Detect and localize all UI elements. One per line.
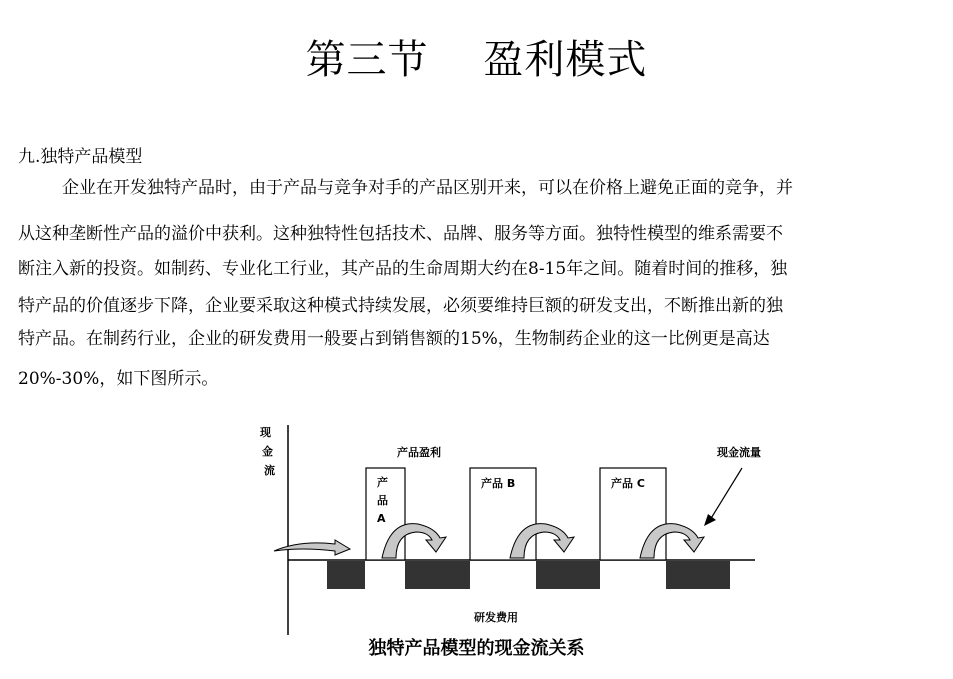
pointer-arrow	[710, 468, 742, 520]
arrow-head-icon	[704, 514, 716, 526]
y-axis-label-3: 流	[264, 464, 275, 477]
paragraph-line-1: 企业在开发独特产品时，由于产品与竞争对手的产品区别开来，可以在价格上避免正面的竞争，并	[62, 178, 793, 198]
paragraph-line-3: 断注入新的投资。如制药、专业化工行业，其产品的生命周期大约在8-15年之间。随着时间的推移，独	[18, 259, 788, 279]
page-title: 第三节 盈利模式	[305, 37, 648, 83]
paragraph-line-5: 特产品。在制药行业，企业的研发费用一般要占到销售额的15%，生物制药企业的这一比例更是高达	[18, 329, 770, 349]
section-heading: 九.独特产品模型	[18, 147, 143, 167]
product-a-label-1: 产	[377, 476, 388, 489]
cashflow-figure	[250, 420, 790, 670]
product-b-label: 产品 B	[481, 477, 516, 490]
rd-bar-3	[536, 561, 600, 589]
cashflow-label: 现金流量	[717, 446, 761, 459]
paragraph-line-6: 20%-30%，如下图所示。	[18, 369, 219, 389]
paragraph-line-4: 特产品的价值逐步下降，企业要采取这种模式持续发展，必须要维持巨额的研发支出，不断推出新的独	[18, 296, 783, 316]
rd-bar-2	[405, 561, 470, 589]
curved-arrow-icon	[274, 540, 350, 555]
product-a-label-2: 品	[377, 494, 388, 507]
figure-caption: 独特产品模型的现金流关系	[368, 638, 585, 659]
profit-label: 产品盈利	[397, 446, 441, 459]
rd-label: 研发费用	[474, 611, 518, 624]
product-c-label: 产品 C	[611, 477, 645, 490]
paragraph-line-2: 从这种垄断性产品的溢价中获利。这种独特性包括技术、品牌、服务等方面。独特性模型的维系需要不	[18, 224, 783, 244]
y-axis-label-2: 金	[262, 445, 273, 458]
rd-bar-1	[327, 561, 365, 589]
rd-bar-4	[666, 561, 730, 589]
product-a-label-3: A	[377, 512, 386, 525]
y-axis-label-1: 现	[260, 426, 271, 439]
